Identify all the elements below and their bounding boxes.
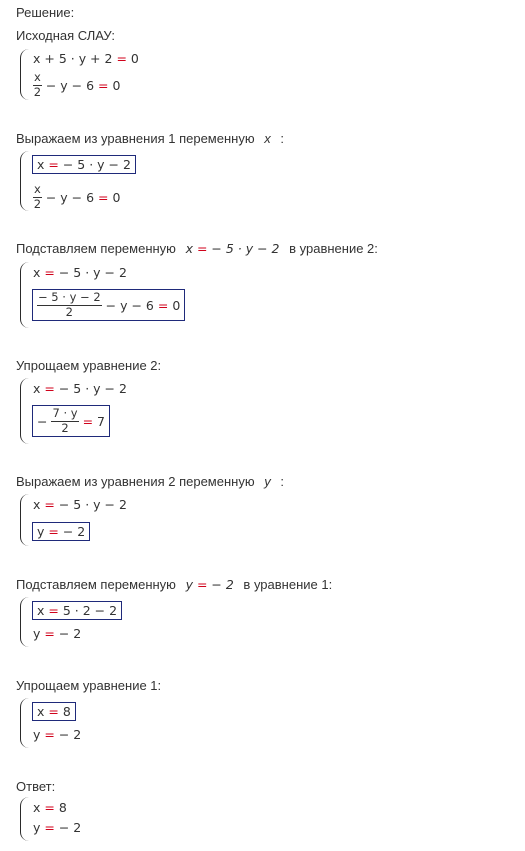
equation bbox=[33, 69, 120, 98]
minus-sign: − bbox=[37, 413, 48, 429]
answer-equation: x = 8 bbox=[33, 800, 67, 815]
equation-rest: − y − 6 = 0 bbox=[45, 189, 121, 205]
system-brace bbox=[20, 494, 30, 546]
equals-sign: = bbox=[157, 297, 169, 313]
fraction-numerator: 7 · y bbox=[52, 406, 78, 420]
equals-sign: = bbox=[98, 77, 109, 93]
step-7-heading: Упрощаем уравнение 1: bbox=[16, 678, 162, 693]
equals-sign: = bbox=[44, 800, 55, 815]
system-brace bbox=[20, 597, 30, 647]
equation-rest: = 7 bbox=[82, 413, 105, 429]
highlighted-equation bbox=[32, 522, 90, 541]
answer-equation: y = − 2 bbox=[33, 820, 82, 835]
equals-sign: = bbox=[196, 241, 208, 256]
fraction-denominator: 2 bbox=[33, 84, 42, 99]
fraction-denominator: 2 bbox=[33, 196, 42, 211]
equation-rest: − y − 6 = 0 bbox=[105, 297, 181, 313]
variable: y bbox=[264, 474, 271, 489]
highlighted-equation bbox=[32, 289, 185, 321]
heading-tail: : bbox=[280, 474, 284, 489]
step-6-heading bbox=[16, 577, 332, 592]
equation: x = 5 · 2 − 2 bbox=[32, 601, 122, 620]
equals-sign: = bbox=[48, 524, 59, 539]
variable: x bbox=[264, 131, 271, 146]
fraction-denominator: 2 bbox=[61, 420, 69, 435]
step-5-heading bbox=[16, 474, 284, 489]
heading-text: Подставляем переменную bbox=[16, 577, 176, 592]
fraction-numerator: x bbox=[34, 70, 41, 84]
fraction-numerator: − 5 · y − 2 bbox=[38, 290, 101, 304]
equals-sign: = bbox=[44, 626, 55, 641]
equation: x + 5 · y + 2 = 0 bbox=[33, 51, 139, 66]
fraction-numerator: x bbox=[34, 182, 41, 196]
equals-sign: = bbox=[98, 189, 109, 205]
equals-sign: = bbox=[48, 157, 59, 172]
equation: x = 8 bbox=[32, 702, 76, 721]
equation bbox=[33, 181, 120, 210]
equals-sign: = bbox=[44, 727, 55, 742]
equation: x = − 5 · y − 2 bbox=[33, 381, 127, 396]
equation: y = − 2 bbox=[33, 626, 82, 641]
solution-title: Решение: bbox=[16, 5, 75, 20]
system-brace bbox=[20, 151, 30, 211]
system-brace bbox=[20, 378, 30, 444]
highlighted-equation bbox=[32, 702, 76, 721]
heading-text: Выражаем из уравнения 1 переменную bbox=[16, 131, 255, 146]
system-brace bbox=[20, 49, 30, 100]
heading-tail: : bbox=[280, 131, 284, 146]
heading-tail: в уравнение 1: bbox=[243, 577, 333, 592]
step-3-heading bbox=[16, 241, 378, 256]
heading-text: Подставляем переменную bbox=[16, 241, 176, 256]
step-4-heading: Упрощаем уравнение 2: bbox=[16, 358, 162, 373]
highlighted-equation bbox=[32, 405, 110, 437]
step-2-heading bbox=[16, 131, 284, 146]
equation: x = − 5 · y − 2 bbox=[33, 265, 127, 280]
equation: y = − 2 bbox=[32, 522, 90, 541]
equals-sign: = bbox=[196, 577, 208, 592]
system-brace bbox=[20, 797, 30, 841]
heading-tail: в уравнение 2: bbox=[289, 241, 378, 256]
equation: x = − 5 · y − 2 bbox=[33, 497, 127, 512]
equals-sign: = bbox=[44, 265, 55, 280]
equals-sign: = bbox=[48, 603, 59, 618]
equation: x = − 5 · y − 2 bbox=[32, 155, 136, 174]
heading-text: Выражаем из уравнения 2 переменную bbox=[16, 474, 255, 489]
fraction-denominator: 2 bbox=[65, 304, 73, 319]
equation-rest: − y − 6 = 0 bbox=[45, 77, 121, 93]
highlighted-equation bbox=[32, 601, 122, 620]
system-brace bbox=[20, 262, 30, 328]
equals-sign: = bbox=[48, 704, 59, 719]
answer-heading: Ответ: bbox=[16, 779, 56, 794]
equals-sign: = bbox=[116, 51, 127, 66]
equation: y = − 2 bbox=[33, 727, 82, 742]
system-brace bbox=[20, 698, 30, 748]
equals-sign: = bbox=[44, 497, 55, 512]
step-1-heading: Исходная СЛАУ: bbox=[16, 28, 115, 43]
equals-sign: = bbox=[82, 413, 94, 429]
equals-sign: = bbox=[44, 820, 55, 835]
equals-sign: = bbox=[44, 381, 55, 396]
highlighted-equation bbox=[32, 155, 136, 174]
substituted-expression: y = − 2 bbox=[185, 577, 234, 592]
substituted-expression: x = − 5 · y − 2 bbox=[185, 241, 280, 256]
